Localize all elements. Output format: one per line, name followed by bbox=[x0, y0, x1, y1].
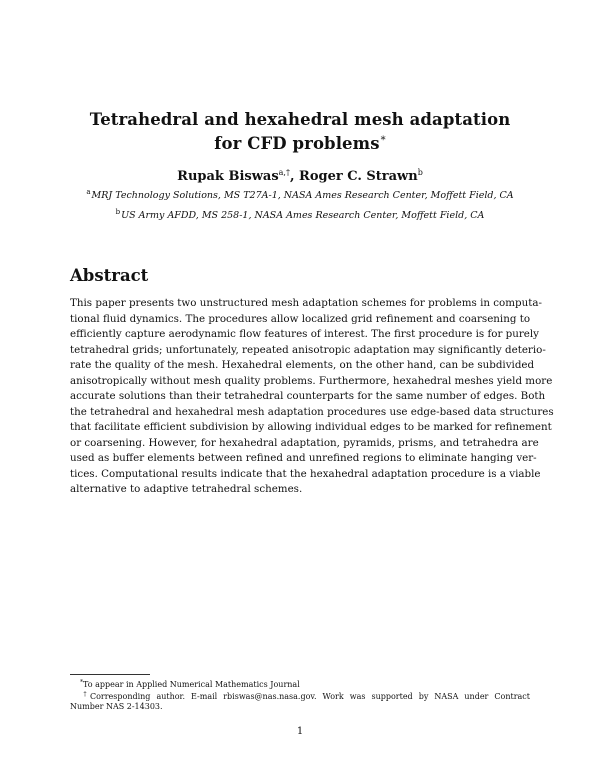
author-name: Roger C. Strawn bbox=[299, 169, 418, 184]
footnote-text: Corresponding author. E-mail rbiswas@nas.nasa.gov. Work was supported by NASA under Contract bbox=[89, 692, 530, 701]
author-list bbox=[0, 168, 600, 184]
footnote-rule bbox=[70, 674, 150, 675]
abstract-line: efficiently capture aerodynamic flow features of interest. The first procedure is for purely bbox=[70, 328, 540, 340]
affiliation-text: MRJ Technology Solutions, MS T27A-1, NASA Ames Research Center, Moffett Field, CA bbox=[91, 190, 514, 201]
abstract-line: the tetrahedral and hexahedral mesh adaptation procedures use edge-based data structures bbox=[70, 405, 554, 418]
footnote-text: To appear in Applied Numerical Mathematics Journal bbox=[83, 680, 300, 689]
abstract-line: accurate solutions than their tetrahedral counterparts for the same number of edges. Both bbox=[70, 390, 546, 402]
page-number: 1 bbox=[296, 726, 304, 737]
footnote-1 bbox=[70, 677, 530, 689]
abstract-body bbox=[70, 296, 554, 498]
affiliation-mark: b bbox=[115, 208, 121, 216]
abstract-heading: Abstract bbox=[70, 266, 149, 285]
title-line-2 bbox=[0, 130, 600, 154]
author-separator: , bbox=[289, 169, 300, 184]
affiliation-a bbox=[0, 188, 600, 201]
title-footnote-mark: * bbox=[380, 135, 386, 146]
title-line-2-text: for CFD problems bbox=[214, 134, 380, 153]
title-line-1: Tetrahedral and hexahedral mesh adaptation bbox=[89, 110, 511, 129]
author-affil-mark: b bbox=[417, 168, 423, 177]
footnote-2-continued: Number NAS 2-14303. bbox=[70, 702, 163, 711]
abstract-line: anisotropically without mesh quality problems. Furthermore, hexahedral meshes yield more bbox=[70, 374, 553, 387]
paper-title bbox=[0, 109, 600, 154]
author-affil-mark: a,† bbox=[278, 168, 290, 177]
affiliation-mark: a bbox=[86, 188, 91, 196]
abstract-line: or coarsening. However, for hexahedral adaptation, pyramids, prisms, and tetrahedra are bbox=[70, 436, 539, 449]
abstract-line: alternative to adaptive tetrahedral schemes. bbox=[70, 483, 303, 495]
footnotes bbox=[70, 677, 530, 713]
abstract-line: tices. Computational results indicate that the hexahedral adaptation procedure is a viable bbox=[70, 467, 541, 480]
abstract-line: This paper presents two unstructured mesh adaptation schemes for problems in computa- bbox=[70, 297, 542, 309]
abstract-line: rate the quality of the mesh. Hexahedral elements, on the other hand, can be subdivided bbox=[70, 359, 535, 371]
abstract-line: that facilitate efficient subdivision by allowing individual edges to be marked for refinement bbox=[70, 421, 552, 433]
footnote-mark: † bbox=[80, 691, 90, 698]
affiliation-text: US Army AFDD, MS 258-1, NASA Ames Research Center, Moffett Field, CA bbox=[121, 210, 485, 221]
affiliation-b bbox=[0, 208, 600, 221]
footnote-mark: * bbox=[80, 679, 83, 686]
footnote-2 bbox=[70, 689, 530, 701]
abstract-line: tional fluid dynamics. The procedures allow localized grid refinement and coarsening to bbox=[70, 312, 531, 325]
author-name: Rupak Biswas bbox=[177, 169, 279, 184]
abstract-line: tetrahedral grids; unfortunately, repeated anisotropic adaptation may significantly deterio- bbox=[70, 343, 546, 356]
abstract-line: used as buffer elements between refined and unrefined regions to eliminate hanging ver- bbox=[70, 452, 537, 464]
